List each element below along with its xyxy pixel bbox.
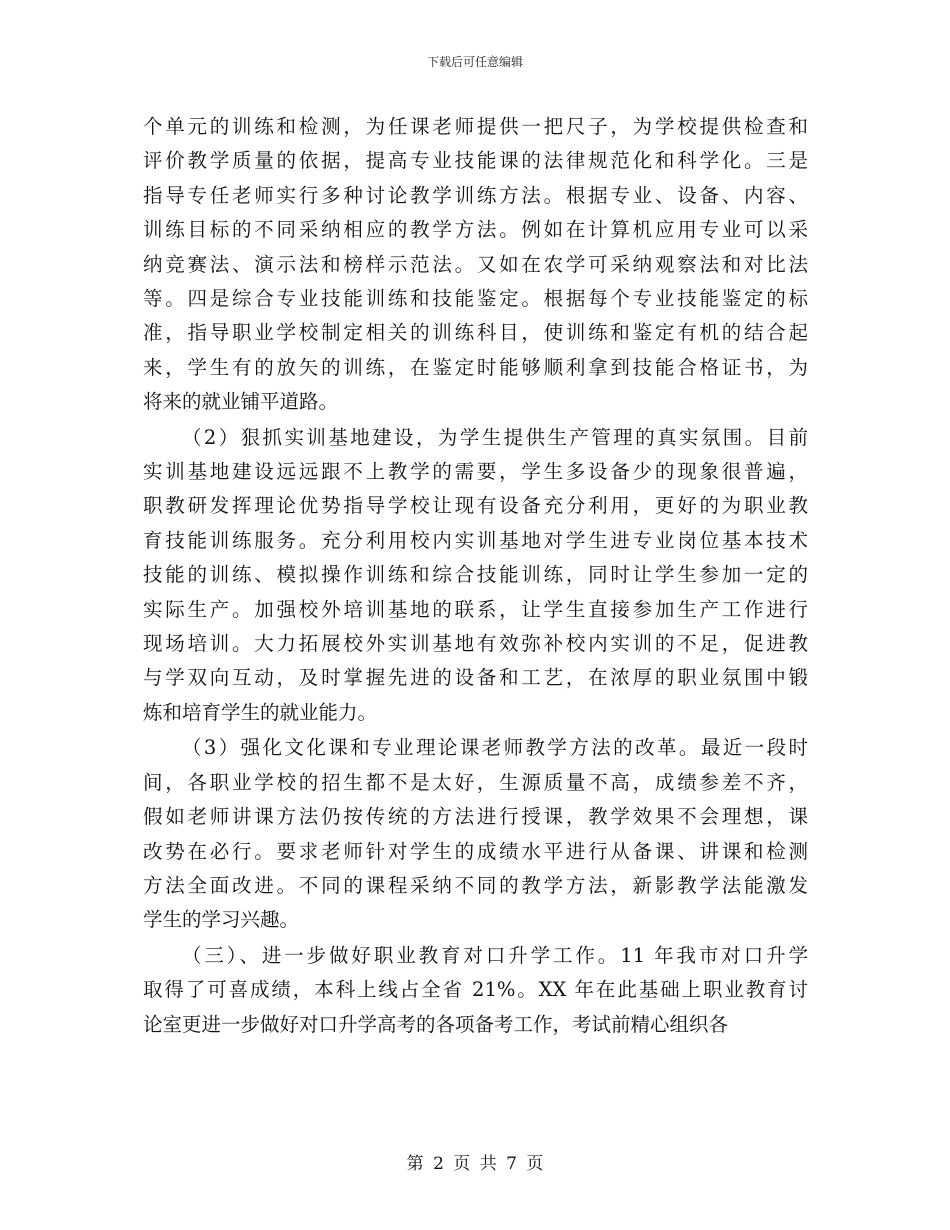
paragraph-line: 职教研发挥理论优势指导学校让现有设备充分利用，更好的为职业教 <box>143 494 808 518</box>
paragraph-line: 学生的学习兴趣。 <box>143 908 300 932</box>
paragraph-line: 训练目标的不同采纳相应的教学方法。例如在计算机应用专业可以采 <box>143 218 808 242</box>
paragraph-line: （2）狠抓实训基地建设，为学生提供生产管理的真实氛围。目前 <box>182 425 808 449</box>
paragraph-line: 改势在必行。要求老师针对学生的成绩水平进行从备课、讲课和检测 <box>143 839 808 863</box>
paragraph-line: 等。四是综合专业技能训练和技能鉴定。根据每个专业技能鉴定的标 <box>143 286 808 310</box>
page-header: 下载后可任意编辑 <box>426 55 523 69</box>
paragraph-line: 个单元的训练和检测，为任课老师提供一把尺子，为学校提供检查和 <box>143 115 808 138</box>
paragraph-line: 实际生产。加强校外培训基地的联系，让学生直接参加生产工作进行 <box>143 597 808 621</box>
paragraph-line: 来，学生有的放矢的训练，在鉴定时能够顺利拿到技能合格证书，为 <box>143 355 808 379</box>
paragraph-line: 间，各职业学校的招生都不是太好，生源质量不高，成绩参差不齐， <box>143 770 808 794</box>
paragraph-line: 纳竞赛法、演示法和榜样示范法。又如在农学可采纳观察法和对比法 <box>143 252 808 276</box>
paragraph-line: 论室更进一步做好对口升学高考的各项备考工作，考试前精心组织各 <box>143 1012 729 1036</box>
paragraph-line: 技能的训练、模拟操作训练和综合技能训练，同时让学生参加一定的 <box>143 563 808 587</box>
paragraph <box>143 110 808 420</box>
paragraph <box>143 939 808 1042</box>
paragraph-line: （3）强化文化课和专业理论课老师教学方法的改革。最近一段时 <box>182 736 808 760</box>
paragraph-spacer <box>143 1042 808 1043</box>
paragraph-line: 现场培训。大力拓展校外实训基地有效弥补校内实训的不足，促进教 <box>143 632 808 656</box>
paragraph <box>143 731 808 937</box>
paragraph-line: 假如老师讲课方法仍按传统的方法进行授课，教学效果不会理想，课 <box>143 805 808 829</box>
paragraph-line: 与学双向互动，及时掌握先进的设备和工艺，在浓厚的职业氛围中锻 <box>143 666 808 690</box>
paragraph-line: 将来的就业铺平道路。 <box>143 390 339 414</box>
paragraph <box>143 421 808 731</box>
paragraph-line: 方法全面改进。不同的课程采纳不同的教学方法，新影教学法能激发 <box>143 873 808 897</box>
paragraph-line: 取得了可喜成绩，本科上线占全省 21%。XX 年在此基础上职业教育讨 <box>143 978 808 1002</box>
paragraph-line: 炼和培育学生的就业能力。 <box>143 700 378 724</box>
paragraph-line: （三）、进一步做好职业教育对口升学工作。11 年我市对口升学 <box>182 943 808 967</box>
paragraph-line: 准，指导职业学校制定相关的训练科目，使训练和鉴定有机的结合起 <box>143 321 808 345</box>
paragraph-line: 实训基地建设远远跟不上教学的需要，学生多设备少的现象很普遍， <box>143 460 808 484</box>
paragraph-line: 指导专任老师实行多种讨论教学训练方法。根据专业、设备、内容、 <box>143 183 808 207</box>
paragraph-line: 评价教学质量的依据，提高专业技能课的法律规范化和科学化。三是 <box>143 149 808 173</box>
page-number-footer: 第 2 页 共 7 页 <box>406 1154 544 1174</box>
document-body <box>143 110 808 1043</box>
paragraph-line: 育技能训练服务。充分利用校内实训基地对学生进专业岗位基本技术 <box>143 528 808 552</box>
